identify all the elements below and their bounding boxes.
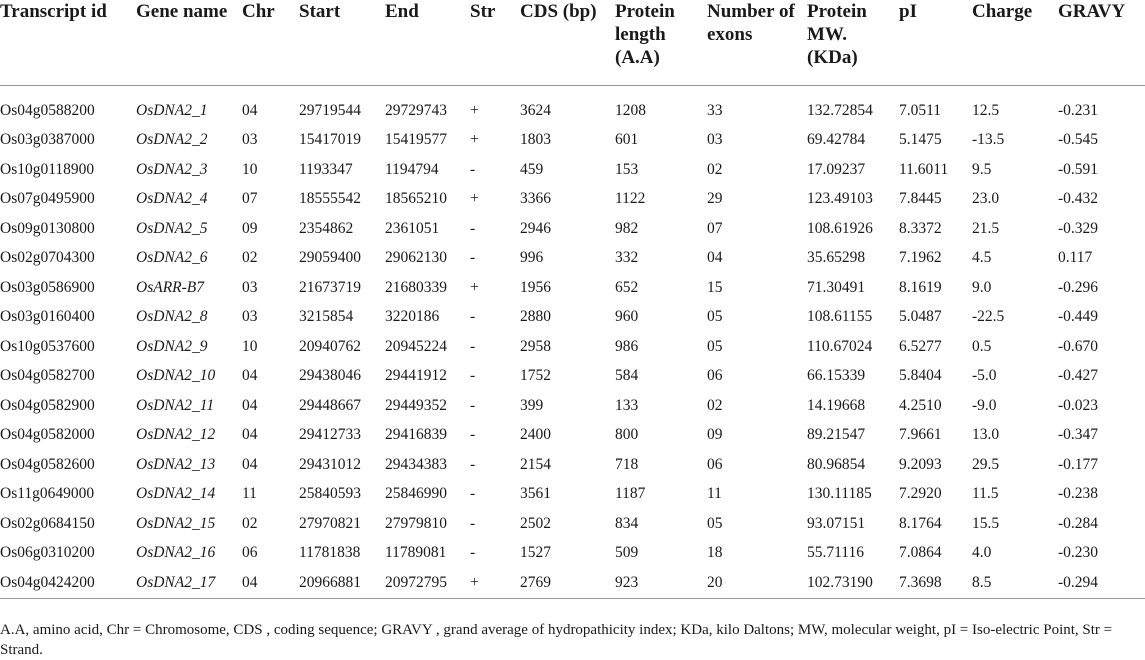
- table-cell: 06: [242, 544, 258, 562]
- table-cell: -: [470, 308, 476, 326]
- table-cell: 20972795: [385, 568, 470, 598]
- table-cell: 986: [615, 337, 639, 355]
- table-cell: 17.09237: [807, 160, 866, 178]
- table-cell: -0.427: [1058, 367, 1099, 385]
- table-cell: 11.5: [972, 485, 999, 503]
- table-row: [0, 185, 1145, 215]
- table-cell: -0.294: [1058, 568, 1145, 598]
- table-cell: 15419577: [385, 131, 447, 149]
- table-cell: 29059400: [299, 249, 361, 267]
- table-cell: 1193347: [299, 160, 353, 178]
- table-cell: 05: [707, 337, 723, 355]
- table-cell: 21673719: [299, 278, 361, 296]
- table-cell: 2400: [520, 426, 551, 444]
- table-cell: 2769: [520, 568, 615, 598]
- table-cell: 834: [615, 514, 639, 532]
- table-cell: 1194794: [385, 160, 439, 178]
- table-cell: 12.5: [972, 101, 1000, 119]
- table-cell: 04: [242, 367, 258, 385]
- gene-name-cell: OsDNA2_6: [136, 249, 208, 267]
- table-cell: 7.1962: [899, 249, 942, 267]
- table-row: [0, 421, 1145, 451]
- table-cell: 25846990: [385, 485, 447, 503]
- table-cell: -: [470, 544, 476, 562]
- table-row: [0, 126, 1145, 156]
- table-cell: 1803: [520, 131, 551, 149]
- column-header: Gene name: [136, 0, 242, 86]
- table-body: [0, 86, 1145, 599]
- table-cell: 20945224: [385, 337, 447, 355]
- table-cell: 153: [615, 160, 639, 178]
- table-cell: 9.2093: [899, 455, 942, 473]
- table-row: [0, 539, 1145, 569]
- table-cell: Os03g0586900: [0, 278, 95, 296]
- table-cell: -0.177: [1058, 455, 1099, 473]
- table-cell: -: [470, 455, 476, 473]
- table-cell: 25840593: [299, 485, 361, 503]
- column-header: Charge: [972, 0, 1058, 86]
- table-cell: 11: [707, 485, 722, 503]
- table-cell: Os04g0582900: [0, 396, 95, 414]
- table-cell: 04: [242, 426, 258, 444]
- table-cell: 5.0487: [899, 308, 942, 326]
- table-cell: 3561: [520, 485, 551, 503]
- table-cell: 509: [615, 544, 639, 562]
- table-row: [0, 568, 1145, 598]
- table-cell: -22.5: [972, 308, 1005, 326]
- table-cell: 02: [707, 160, 723, 178]
- table-cell: 718: [615, 455, 639, 473]
- gene-name-cell: OsDNA2_11: [136, 396, 215, 414]
- table-cell: -: [470, 367, 476, 385]
- table-cell: 0.117: [1058, 249, 1093, 267]
- table-cell: 1752: [520, 367, 551, 385]
- table-cell: -13.5: [972, 131, 1005, 149]
- table-cell: 996: [520, 249, 544, 267]
- table-cell: 7.9661: [899, 426, 942, 444]
- column-header: Chr: [242, 0, 299, 86]
- table-cell: 93.07151: [807, 514, 866, 532]
- table-cell: 960: [615, 308, 639, 326]
- table-cell: 02: [707, 396, 723, 414]
- table-cell: 4.5: [972, 249, 992, 267]
- table-cell: Os11g0649000: [0, 485, 95, 503]
- table-cell: Os10g0118900: [0, 160, 95, 178]
- table-cell: 15: [707, 278, 723, 296]
- table-cell: 2354862: [299, 219, 354, 237]
- table-cell: Os09g0130800: [0, 219, 95, 237]
- spacer-row: [0, 86, 1145, 97]
- gene-name-cell: OsDNA2_1: [136, 101, 208, 119]
- gene-name-cell: OsDNA2_2: [136, 131, 208, 149]
- table-cell: 35.65298: [807, 249, 866, 267]
- table-row: [0, 303, 1145, 333]
- column-header: Number of exons: [707, 0, 807, 86]
- table-cell: -0.238: [1058, 485, 1099, 503]
- gene-name-cell: OsDNA2_9: [136, 337, 208, 355]
- table-cell: Os04g0424200: [0, 568, 136, 598]
- table-cell: 923: [615, 568, 707, 598]
- table-cell: 3215854: [299, 308, 354, 326]
- table-cell: 66.15339: [807, 367, 866, 385]
- table-cell: 110.67024: [807, 337, 873, 355]
- table-cell: 15417019: [299, 131, 361, 149]
- table-cell: 89.21547: [807, 426, 866, 444]
- table-cell: 06: [707, 367, 723, 385]
- table-cell: 11: [242, 485, 257, 503]
- table-cell: -0.284: [1058, 514, 1099, 532]
- table-cell: -9.0: [972, 396, 997, 414]
- table-cell: 29431012: [299, 455, 361, 473]
- table-cell: -: [470, 485, 476, 503]
- column-header: Start: [299, 0, 385, 86]
- table-cell: 459: [520, 160, 544, 178]
- table-cell: 132.72854: [807, 101, 873, 119]
- table-cell: 4.2510: [899, 396, 942, 414]
- table-cell: 7.8445: [899, 190, 942, 208]
- table-cell: -0.545: [1058, 131, 1099, 149]
- table-cell: 2502: [520, 514, 551, 532]
- table-cell: 9.5: [972, 160, 992, 178]
- table-cell: 04: [242, 396, 258, 414]
- table-cell: 29729743: [385, 101, 447, 119]
- table-cell: Os03g0387000: [0, 131, 95, 149]
- table-cell: 6.5277: [899, 337, 942, 355]
- table-cell: 3366: [520, 190, 551, 208]
- table-cell: 18555542: [299, 190, 361, 208]
- table-cell: 23.0: [972, 190, 1000, 208]
- gene-name-cell: OsDNA2_17: [136, 568, 242, 598]
- table-cell: 584: [615, 367, 639, 385]
- table-cell: 69.42784: [807, 131, 866, 149]
- table-cell: 29448667: [299, 396, 361, 414]
- table-cell: -0.670: [1058, 337, 1099, 355]
- gene-name-cell: OsDNA2_14: [136, 485, 216, 503]
- table-cell: 14.19668: [807, 396, 866, 414]
- table-cell: 20966881: [299, 568, 385, 598]
- table-cell: -: [470, 514, 476, 532]
- table-cell: 20: [707, 568, 807, 598]
- table-cell: 05: [707, 308, 723, 326]
- table-cell: 0.5: [972, 337, 992, 355]
- table-row: [0, 273, 1145, 303]
- table-cell: 3624: [520, 101, 551, 119]
- table-cell: 05: [707, 514, 723, 532]
- table-cell: Os03g0160400: [0, 308, 95, 326]
- table-cell: Os04g0582600: [0, 455, 95, 473]
- table-row: [0, 214, 1145, 244]
- table-cell: 2958: [520, 337, 551, 355]
- column-header: CDS (bp): [520, 0, 615, 86]
- table-cell: 2880: [520, 308, 551, 326]
- table-cell: -0.296: [1058, 278, 1099, 296]
- table-row: [0, 509, 1145, 539]
- table-cell: -0.231: [1058, 101, 1099, 119]
- table-cell: 123.49103: [807, 190, 873, 208]
- table-cell: Os06g0310200: [0, 544, 95, 562]
- table-cell: 108.61926: [807, 219, 873, 237]
- table-cell: Os10g0537600: [0, 337, 95, 355]
- table-cell: +: [470, 568, 520, 598]
- table-cell: 10: [242, 337, 258, 355]
- table-cell: 21680339: [385, 278, 447, 296]
- table-cell: 07: [242, 190, 258, 208]
- table-cell: 20940762: [299, 337, 361, 355]
- table-cell: 80.96854: [807, 455, 866, 473]
- table-cell: 15.5: [972, 514, 1000, 532]
- table-cell: 11781838: [299, 544, 361, 562]
- table-cell: 4.0: [972, 544, 992, 562]
- table-cell: 332: [615, 249, 639, 267]
- table-cell: 1187: [615, 485, 646, 503]
- table-cell: 982: [615, 219, 639, 237]
- column-header: End: [385, 0, 470, 86]
- table-row: [0, 96, 1145, 126]
- table-row: [0, 450, 1145, 480]
- table-cell: 04: [242, 101, 258, 119]
- table-cell: 1208: [615, 101, 646, 119]
- table-cell: 5.1475: [899, 131, 942, 149]
- table-cell: -: [470, 219, 476, 237]
- table-cell: 399: [520, 396, 544, 414]
- table-header: [0, 0, 1145, 86]
- table-cell: 3220186: [385, 308, 440, 326]
- table-cell: 55.71116: [807, 544, 864, 562]
- table-cell: 8.3372: [899, 219, 942, 237]
- table-cell: -0.432: [1058, 190, 1099, 208]
- header-row: [0, 0, 1145, 86]
- table-cell: 29438046: [299, 367, 361, 385]
- table-cell: +: [470, 278, 479, 296]
- column-header: Transcript id: [0, 0, 136, 86]
- table-cell: -: [470, 426, 476, 444]
- table-cell: -: [470, 249, 476, 267]
- table-cell: 2946: [520, 219, 551, 237]
- table-cell: 29449352: [385, 396, 447, 414]
- table-cell: 29719544: [299, 101, 361, 119]
- table-cell: 29434383: [385, 455, 447, 473]
- table-cell: 27970821: [299, 514, 361, 532]
- table-cell: 04: [242, 455, 258, 473]
- gene-name-cell: OsDNA2_10: [136, 367, 216, 385]
- table-cell: 29412733: [299, 426, 361, 444]
- table-cell: 5.8404: [899, 367, 942, 385]
- table-cell: 03: [242, 278, 258, 296]
- table-cell: 8.5: [972, 568, 1058, 598]
- table-cell: +: [470, 131, 479, 149]
- table-cell: 71.30491: [807, 278, 866, 296]
- column-header: GRAVY: [1058, 0, 1145, 86]
- gene-name-cell: OsDNA2_15: [136, 514, 216, 532]
- table-cell: 601: [615, 131, 639, 149]
- table-cell: 9.0: [972, 278, 992, 296]
- table-row: [0, 362, 1145, 392]
- table-row: [0, 332, 1145, 362]
- table-cell: -0.449: [1058, 308, 1099, 326]
- table-cell: 7.3698: [899, 568, 972, 598]
- table-cell: Os02g0704300: [0, 249, 95, 267]
- table-cell: 21.5: [972, 219, 1000, 237]
- table-cell: 800: [615, 426, 639, 444]
- table-cell: 13.0: [972, 426, 1000, 444]
- table-cell: 18565210: [385, 190, 447, 208]
- gene-name-cell: OsARR-B7: [136, 278, 205, 296]
- table-cell: 06: [707, 455, 723, 473]
- table-cell: 04: [242, 568, 299, 598]
- gene-name-cell: OsDNA2_4: [136, 190, 208, 208]
- spacer-cell: [0, 86, 1145, 97]
- gene-name-cell: OsDNA2_13: [136, 455, 216, 473]
- table-row: [0, 244, 1145, 274]
- table-cell: 02: [242, 514, 258, 532]
- table-cell: -0.230: [1058, 544, 1099, 562]
- gene-name-cell: OsDNA2_16: [136, 544, 216, 562]
- table-cell: 652: [615, 278, 639, 296]
- table-cell: 09: [242, 219, 258, 237]
- gene-name-cell: OsDNA2_12: [136, 426, 216, 444]
- table-cell: 29441912: [385, 367, 447, 385]
- table-footnote: A.A, amino acid, Chr = Chromosome, CDS , coding sequence; GRAVY , grand average of hydropathicity index; KDa, kilo Daltons; MW, molecular weight, pI = Iso-electric Point, Str = Strand.: [0, 622, 1113, 658]
- table-cell: 133: [615, 396, 639, 414]
- table-cell: -0.591: [1058, 160, 1099, 178]
- table-cell: 11.6011: [899, 160, 949, 178]
- column-header: Protein MW. (KDa): [807, 0, 899, 86]
- table-cell: 8.1764: [899, 514, 942, 532]
- table-row: [0, 391, 1145, 421]
- gene-name-cell: OsDNA2_5: [136, 219, 208, 237]
- table-cell: -: [470, 160, 476, 178]
- table-row: [0, 155, 1145, 185]
- table-cell: 29416839: [385, 426, 447, 444]
- table-cell: 29.5: [972, 455, 1000, 473]
- gene-name-cell: OsDNA2_3: [136, 160, 208, 178]
- table-cell: 02: [242, 249, 258, 267]
- table-cell: -0.347: [1058, 426, 1099, 444]
- table-cell: 8.1619: [899, 278, 942, 296]
- table-cell: Os02g0684150: [0, 514, 95, 532]
- table-cell: 33: [707, 101, 723, 119]
- table-cell: Os07g0495900: [0, 190, 95, 208]
- table-cell: 18: [707, 544, 723, 562]
- table-cell: 130.11185: [807, 485, 872, 503]
- table-cell: 03: [242, 131, 258, 149]
- table-cell: 102.73190: [807, 568, 899, 598]
- table-row: [0, 480, 1145, 510]
- table-cell: 10: [242, 160, 258, 178]
- table-cell: 03: [707, 131, 723, 149]
- table-cell: 2361051: [385, 219, 440, 237]
- table-cell: 11789081: [385, 544, 447, 562]
- gene-name-cell: OsDNA2_8: [136, 308, 208, 326]
- column-header: pI: [899, 0, 972, 86]
- table-cell: 29062130: [385, 249, 447, 267]
- table-cell: -: [470, 337, 476, 355]
- column-header: Protein length (A.A): [615, 0, 707, 86]
- table-cell: 7.0511: [899, 101, 942, 119]
- table-cell: 1956: [520, 278, 551, 296]
- table-cell: +: [470, 190, 479, 208]
- table-cell: +: [470, 101, 479, 119]
- table-cell: 29: [707, 190, 723, 208]
- table-cell: 04: [707, 249, 723, 267]
- table-cell: -: [470, 396, 476, 414]
- table-cell: Os04g0582700: [0, 367, 95, 385]
- table-cell: 108.61155: [807, 308, 873, 326]
- table-cell: 03: [242, 308, 258, 326]
- table-cell: -0.023: [1058, 396, 1099, 414]
- table-cell: -0.329: [1058, 219, 1099, 237]
- column-header: Str: [470, 0, 520, 86]
- table-cell: 07: [707, 219, 723, 237]
- table-cell: Os04g0588200: [0, 101, 95, 119]
- table-cell: 09: [707, 426, 723, 444]
- table-cell: 7.0864: [899, 544, 942, 562]
- table-cell: 2154: [520, 455, 551, 473]
- table-cell: Os04g0582000: [0, 426, 95, 444]
- table-cell: 7.2920: [899, 485, 942, 503]
- table-cell: 1122: [615, 190, 646, 208]
- table-cell: -5.0: [972, 367, 997, 385]
- table-cell: 27979810: [385, 514, 447, 532]
- table-cell: 1527: [520, 544, 551, 562]
